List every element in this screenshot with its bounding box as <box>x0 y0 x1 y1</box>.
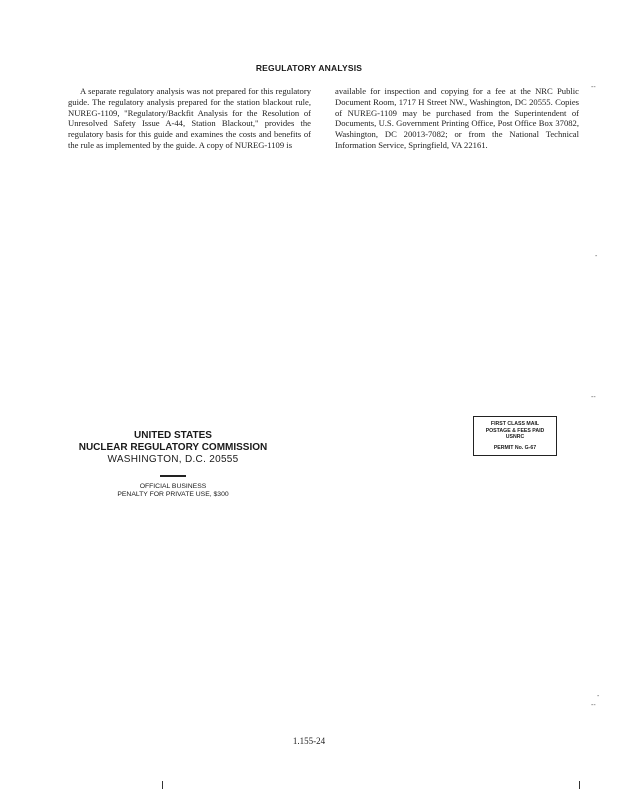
margin-mark: -- <box>591 84 596 91</box>
scan-tick-mark <box>579 781 580 789</box>
mailer-return-address <box>68 430 278 500</box>
org-line-country: UNITED STATES <box>134 430 212 441</box>
mailer-divider <box>160 475 186 477</box>
permit-mail-class: FIRST CLASS MAIL <box>490 421 540 427</box>
org-line-city: WASHINGTON, D.C. 20555 <box>107 454 239 465</box>
penalty-notice: PENALTY FOR PRIVATE USE, $300 <box>117 491 229 499</box>
postage-permit-box <box>473 416 557 456</box>
org-line-agency: NUCLEAR REGULATORY COMMISSION <box>78 442 268 453</box>
permit-number: PERMIT No. G-67 <box>493 444 537 451</box>
margin-mark: -- <box>591 702 596 709</box>
margin-mark: -- <box>591 394 596 401</box>
scan-tick-mark <box>162 781 163 789</box>
section-title: REGULATORY ANALYSIS <box>255 63 363 73</box>
margin-mark: - <box>595 253 598 260</box>
permit-postage-paid: POSTAGE & FEES PAID <box>485 427 545 434</box>
permit-agency: USNRC <box>505 434 525 441</box>
official-business-label: OFFICIAL BUSINESS <box>139 482 207 490</box>
body-text-right-column: available for inspection and copying for a fee at the NRC Public Document Room, 1717 H Street NW., Washington, DC 20555. Copies of NUREG-1109 may be purchased from the Superintendent of Documents, U.S. Government Printing Office, Post Office Box 37082, Washington, DC 20013-7082; or from the National Technical Information Service, Springfield, VA 22161. <box>335 86 579 150</box>
margin-mark: - <box>597 693 600 700</box>
body-text-left-column: A separate regulatory analysis was not prepared for this regulatory guide. The regulatory analysis prepared for the station blackout rule, NUREG-1109, "Regulatory/Backfit Analysis for the Resolution of Unresolved Safety Issue A-44, Station Blackout," provides the regulatory basis for this guide and examines the costs and benefits of the rule as implemented by the guide. A copy of NUREG-1109 is <box>68 86 311 150</box>
page-number: 1.155-24 <box>292 736 326 746</box>
